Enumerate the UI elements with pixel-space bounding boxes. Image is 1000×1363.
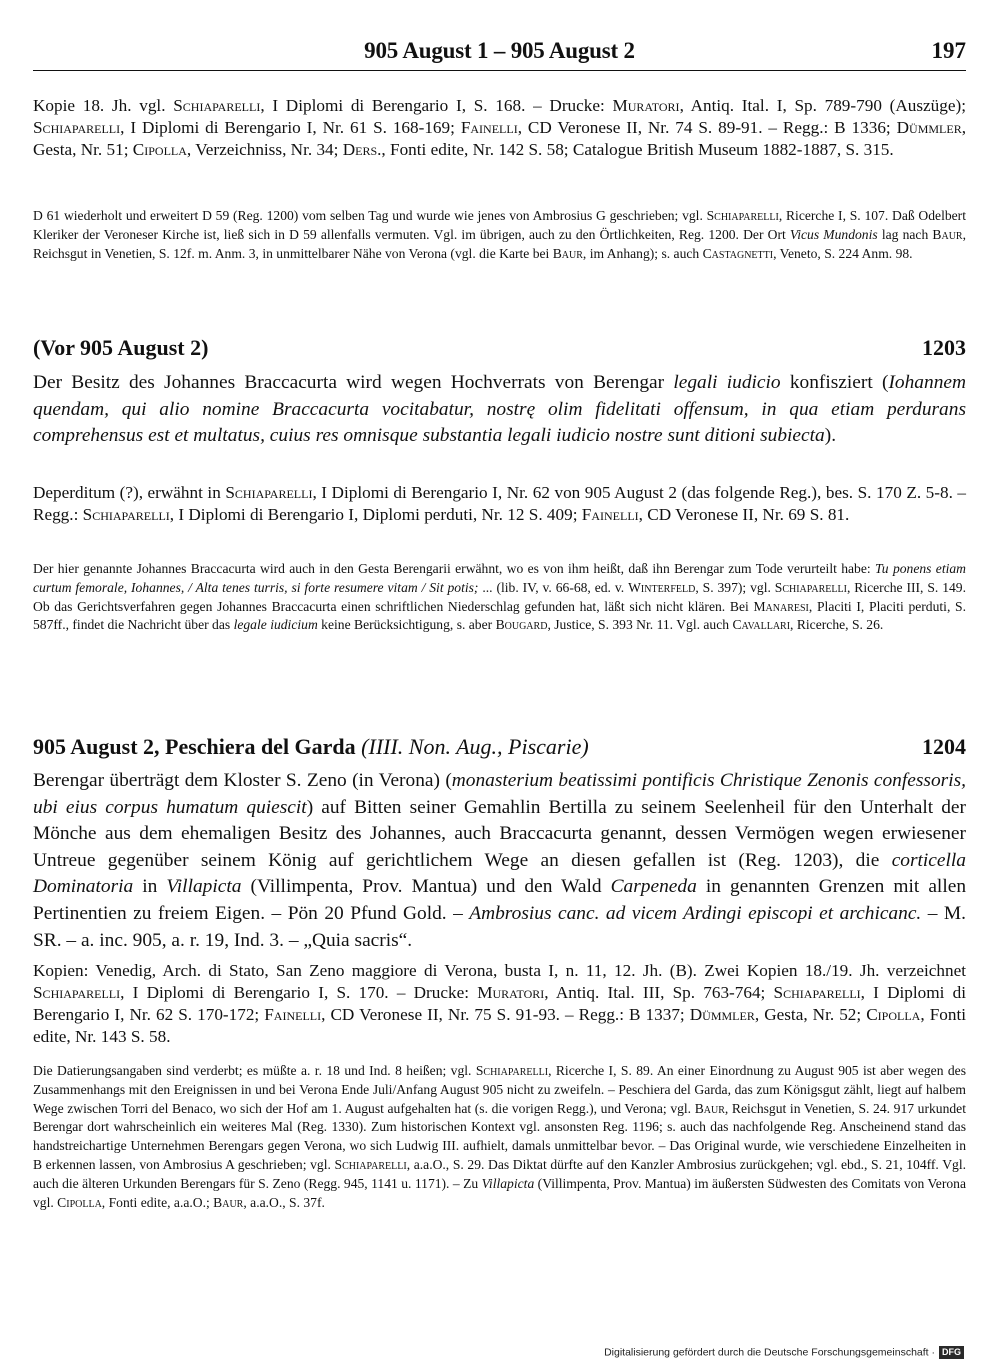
text: , Reichsgut in Venetien, S. 12f. m. Anm. 3, in unmittelbarer Nähe von Verona (vgl. die Karte bei (33, 226, 966, 261)
text: keine Berücksichtigung, s. aber (317, 617, 496, 633)
text: , Fonti edite, a.a.O.; (101, 1194, 214, 1210)
author-name: Baur (213, 1194, 244, 1210)
author-name: Dümmler (896, 118, 962, 137)
entry-1204-regest (33, 768, 966, 954)
text: (Villimpenta, Prov. Mantua) und den Wald (241, 876, 611, 898)
text: , Reichsgut in Venetien, S. 24. 917 urkundet Berengar dort wahrscheinlich ein weiteres Mal (Reg. 1330). Zum historischen Kontext vgl. ansonsten Reg. 1196; s. auch das nachfolgende Reg. Anscheinend stand das handstreichartige Unternehmen Berengars gegen Verona, wo sich Ludwig III. aufhielt, damals unmittelbar bevor. – Das Original wurde, wie verschiedene Einzelheiten in B erkennen lassen, von Ambrosius A geschrieben; vgl. (33, 1100, 966, 1172)
text: ). (824, 425, 837, 447)
page-number: 197 (931, 38, 966, 63)
author-name: Muratori (477, 983, 545, 1002)
text: Die Datierungsangaben sind verderbt; es müßte a. r. 18 und Ind. 8 heißen; vgl. (33, 1063, 476, 1078)
author-name: Muratori (612, 96, 680, 115)
text: , Placiti I, Placiti perduti, S. 587ff., findet die Nachricht über das (33, 598, 966, 633)
latin-quote: corticella Dominatoria (33, 849, 966, 898)
text: , Fonti edite, Nr. 142 S. 58; Catalogue British Museum 1882-1887, S. 315. (381, 140, 894, 159)
text: , I Diplomi di Berengario I, S. 168. – Drucke: (260, 96, 613, 115)
entry-1203-regest (33, 370, 966, 450)
text: Kopie 18. Jh. vgl. (33, 96, 174, 115)
dfg-logo: DFG (939, 1346, 964, 1359)
author-name: Schiaparelli (334, 1156, 407, 1172)
author-name: Fainelli (264, 1005, 322, 1024)
text: , Ricerche, S. 26. (790, 617, 884, 633)
text: in (133, 876, 167, 898)
entry-1204-date-text: 905 August 2, Peschiera del Garda (33, 734, 362, 759)
entry-1204-commentary (33, 1062, 966, 1212)
entry-1204-date (33, 734, 589, 760)
entry-1204-heading (33, 734, 966, 762)
entry-1203-sources-block (33, 482, 966, 526)
text: , CD Veronese II, Nr. 74 S. 89-91. – Regg.: B 1336; (517, 118, 897, 137)
text: , Justice, S. 393 Nr. 11. Vgl. auch (547, 617, 733, 633)
text: Deperditum (?), erwähnt in (33, 483, 226, 502)
text: – M. SR. – a. inc. 905, a. r. 19, Ind. 3. – „Quia sacris“. (33, 902, 967, 951)
author-name: Schiaparelli (773, 983, 861, 1002)
author-name: Cavallari (732, 617, 791, 633)
entry-1204-sources-block (33, 960, 966, 1048)
entry-1203-date: (Vor 905 August 2) (33, 335, 209, 360)
text: lag nach (877, 226, 933, 242)
entry-1204-source-note: (IIII. Non. Aug., Piscarie) (361, 734, 589, 759)
author-name: Baur (694, 1100, 725, 1116)
latin-quote: Vicus Mundonis (789, 226, 878, 242)
entry-1202-commentary (33, 207, 966, 263)
text: , a.a.O., S. 37f. (243, 1194, 325, 1210)
author-name: Cipolla (866, 1005, 921, 1024)
entry-1202-sources-block (33, 95, 966, 161)
latin-quote: legali iudicio (673, 372, 781, 393)
footer-credit (604, 1346, 964, 1359)
text: , Antiq. Ital. III, Sp. 763-764; (544, 983, 774, 1002)
text: Der hier genannte Johannes Braccacurta wird auch in den Gesta Berengarii erwähnt, wo es von ihm heißt, daß ihn Berengar zum Tode verurteilt habe: (33, 561, 875, 576)
text: , I Diplomi di Berengario I, Nr. 62 von 905 August 2 (das folgende Reg.), bes. S. 170 Z. 5-8. – Regg.: (33, 483, 966, 524)
entry-1202-commentary-block (33, 207, 966, 263)
text: , Antiq. Ital. I, Sp. 789-790 (Auszüge); (679, 96, 966, 115)
text: (Villimpenta, Prov. Mantua) im äußersten Südwesten des Comitats von Verona vgl. (33, 1175, 966, 1210)
author-name: Baur (932, 226, 963, 242)
text: , CD Veronese II, Nr. 69 S. 81. (638, 505, 850, 524)
entry-1202-sources (33, 95, 966, 161)
text: , I Diplomi di Berengario I, S. 170. – Drucke: (120, 983, 478, 1002)
author-name: Fainelli (581, 505, 639, 524)
author-name: Cipolla (57, 1194, 102, 1210)
latin-quote: legale iudicium (233, 617, 318, 633)
text: in genannten Grenzen mit allen Pertinentien zu freiem Eigen. – Pön 20 Pfund Gold. – (33, 876, 967, 924)
latin-quote: monasterium beatissimi pontificis Christique Zenonis confessoris, ubi eius corpus humatum quiescit (33, 770, 966, 818)
text: , Ricerche I, S. 89. An einer Einordnung zu August 905 ist aber wegen des Zusammenhangs mit den Ereignissen in und bei Verona Ende Juli/Anfang August 905 nicht zu zweifeln. – Peschiera del Garda, das zum Königsgut zählt, liegt auf halbem Wege zwischen Torri del Benaco, wo sich der Hof am 1. August aufgehalten hat (s. die vorigen Regg.), und Verona; vgl. (33, 1063, 967, 1116)
entry-1203-commentary (33, 560, 966, 635)
entry-1204-number: 1204 (922, 734, 966, 759)
latin-quote: Villapicta (166, 876, 242, 898)
author-name: Schiaparelli (225, 483, 313, 502)
latin-quote: Villapicta (481, 1175, 535, 1191)
entry-1203-regest-block (33, 370, 966, 450)
author-name: Ders. (342, 140, 382, 159)
text: , S. 397); vgl. (695, 579, 775, 595)
text: , Veneto, S. 224 Anm. 98. (773, 245, 913, 261)
author-name: Schiaparelli (774, 579, 847, 595)
text: , CD Veronese II, Nr. 75 S. 91-93. – Regg.: B 1337; (321, 1005, 690, 1024)
text: , Verzeichniss, Nr. 34; (186, 140, 343, 159)
entry-1203-heading (33, 335, 966, 363)
running-head (33, 38, 966, 71)
author-name: Dümmler (689, 1005, 755, 1024)
text: , im Anhang); s. auch (582, 245, 703, 261)
text: , I Diplomi di Berengario I, Diplomi perduti, Nr. 12 S. 409; (169, 505, 582, 524)
author-name: Baur (552, 245, 583, 261)
text: konfisziert ( (780, 372, 889, 393)
author-name: Schiaparelli (82, 505, 170, 524)
latin-quote: Tu ponens etiam curtum femorale, Iohannes, / Alta tenes turris, si forte resumere vitam / Sit potis; (33, 561, 966, 595)
text: Kopien: Venedig, Arch. di Stato, San Zeno maggiore di Verona, busta I, n. 11, 12. Jh. (B). Zwei Kopien 18./19. Jh. verzeichnet (33, 961, 966, 980)
entry-1203-number: 1203 (922, 335, 966, 360)
author-name: Schiaparelli (173, 96, 261, 115)
entry-1203-commentary-block (33, 560, 966, 635)
latin-quote: Carpeneda (610, 876, 697, 898)
author-name: Schiaparelli (33, 118, 121, 137)
running-title: 905 August 1 – 905 August 2 (364, 38, 635, 63)
entry-1204-sources (33, 960, 966, 1048)
text: , Ricerche I, S. 107. Daß Odelbert Kleriker der Veroneser Kirche ist, ließ sich in D 59 allenfalls vermuten. Vgl. im übrigen, auch zu den Örtlichkeiten, Reg. 1200. Der Ort (33, 208, 966, 242)
text: , a.a.O., S. 29. Das Diktat dürfte auf den Kanzler Ambrosius zurückgehen; vgl. ebd., S. 21, 104ff. Vgl. auch die älteren Urkunden Berengars für S. Zeno (Regg. 945, 1141 u. 1171). – Zu (33, 1156, 966, 1191)
entry-1204-commentary-block (33, 1062, 966, 1212)
text: , I Diplomi di Berengario I, Nr. 61 S. 168-169; (120, 118, 461, 137)
author-name: Fainelli (460, 118, 518, 137)
text: , Gesta, Nr. 51; (33, 118, 966, 159)
author-name: Cipolla (132, 140, 187, 159)
text: , Fonti edite, Nr. 143 S. 58. (33, 1005, 966, 1046)
text: , Ricerche III, S. 149. Ob das Gerichtsverfahren gegen Johannes Braccacurta einen schriftlichen Niederschlag gefunden hat, läßt sich nicht klären. Bei (33, 579, 966, 614)
author-name: Winterfeld (628, 579, 696, 595)
text: , I Diplomi di Berengario I, Nr. 62 S. 170-172; (33, 983, 966, 1024)
entry-1203-sources (33, 482, 966, 526)
latin-quote: Ambrosius canc. ad vicem Ardingi episcopi et archicanc. (469, 902, 922, 924)
text: D 61 wiederholt und erweitert D 59 (Reg. 1200) vom selben Tag und wurde wie jenes von Ambrosius G geschrieben; vgl. (33, 208, 707, 223)
author-name: Schiaparelli (706, 208, 779, 223)
latin-quote: Iohannem quendam, qui alio nomine Braccacurta vocitabatur, nostrę olim fidelitati offensum, in qua etiam perdurans comprehensus est et multatus, cuius res omnisque substantia legali iudicio nostre sunt ditioni subiecta (33, 372, 966, 447)
text: ... (lib. IV, v. 66-68, ed. v. (478, 579, 629, 595)
author-name: Schiaparelli (475, 1063, 549, 1078)
text: ) auf Bitten seiner Gemahlin Bertilla zu seinem Seelenheil für den Unterhalt der Mönche aus dem ehemaligen Besitz des Johannes, auch Braccacurta genannt, dessen Vermögen wegen erwiesener Untreue gegenüber seinem König auf gerichtlichem Wege an diesen gefallen ist (Reg. 1203), die (33, 796, 966, 871)
author-name: Bougard (495, 617, 548, 633)
text: , Gesta, Nr. 52; (754, 1005, 867, 1024)
entry-1204-regest-block (33, 768, 966, 954)
text: Berengar überträgt dem Kloster S. Zeno (in Verona) ( (33, 770, 452, 791)
author-name: Schiaparelli (33, 983, 121, 1002)
text: Der Besitz des Johannes Braccacurta wird wegen Hochverrats von Berengar (33, 372, 674, 393)
author-name: Manaresi (753, 598, 809, 614)
footer-text: Digitalisierung gefördert durch die Deutsche Forschungsgemeinschaft · (604, 1346, 935, 1359)
author-name: Castagnetti (702, 245, 774, 261)
